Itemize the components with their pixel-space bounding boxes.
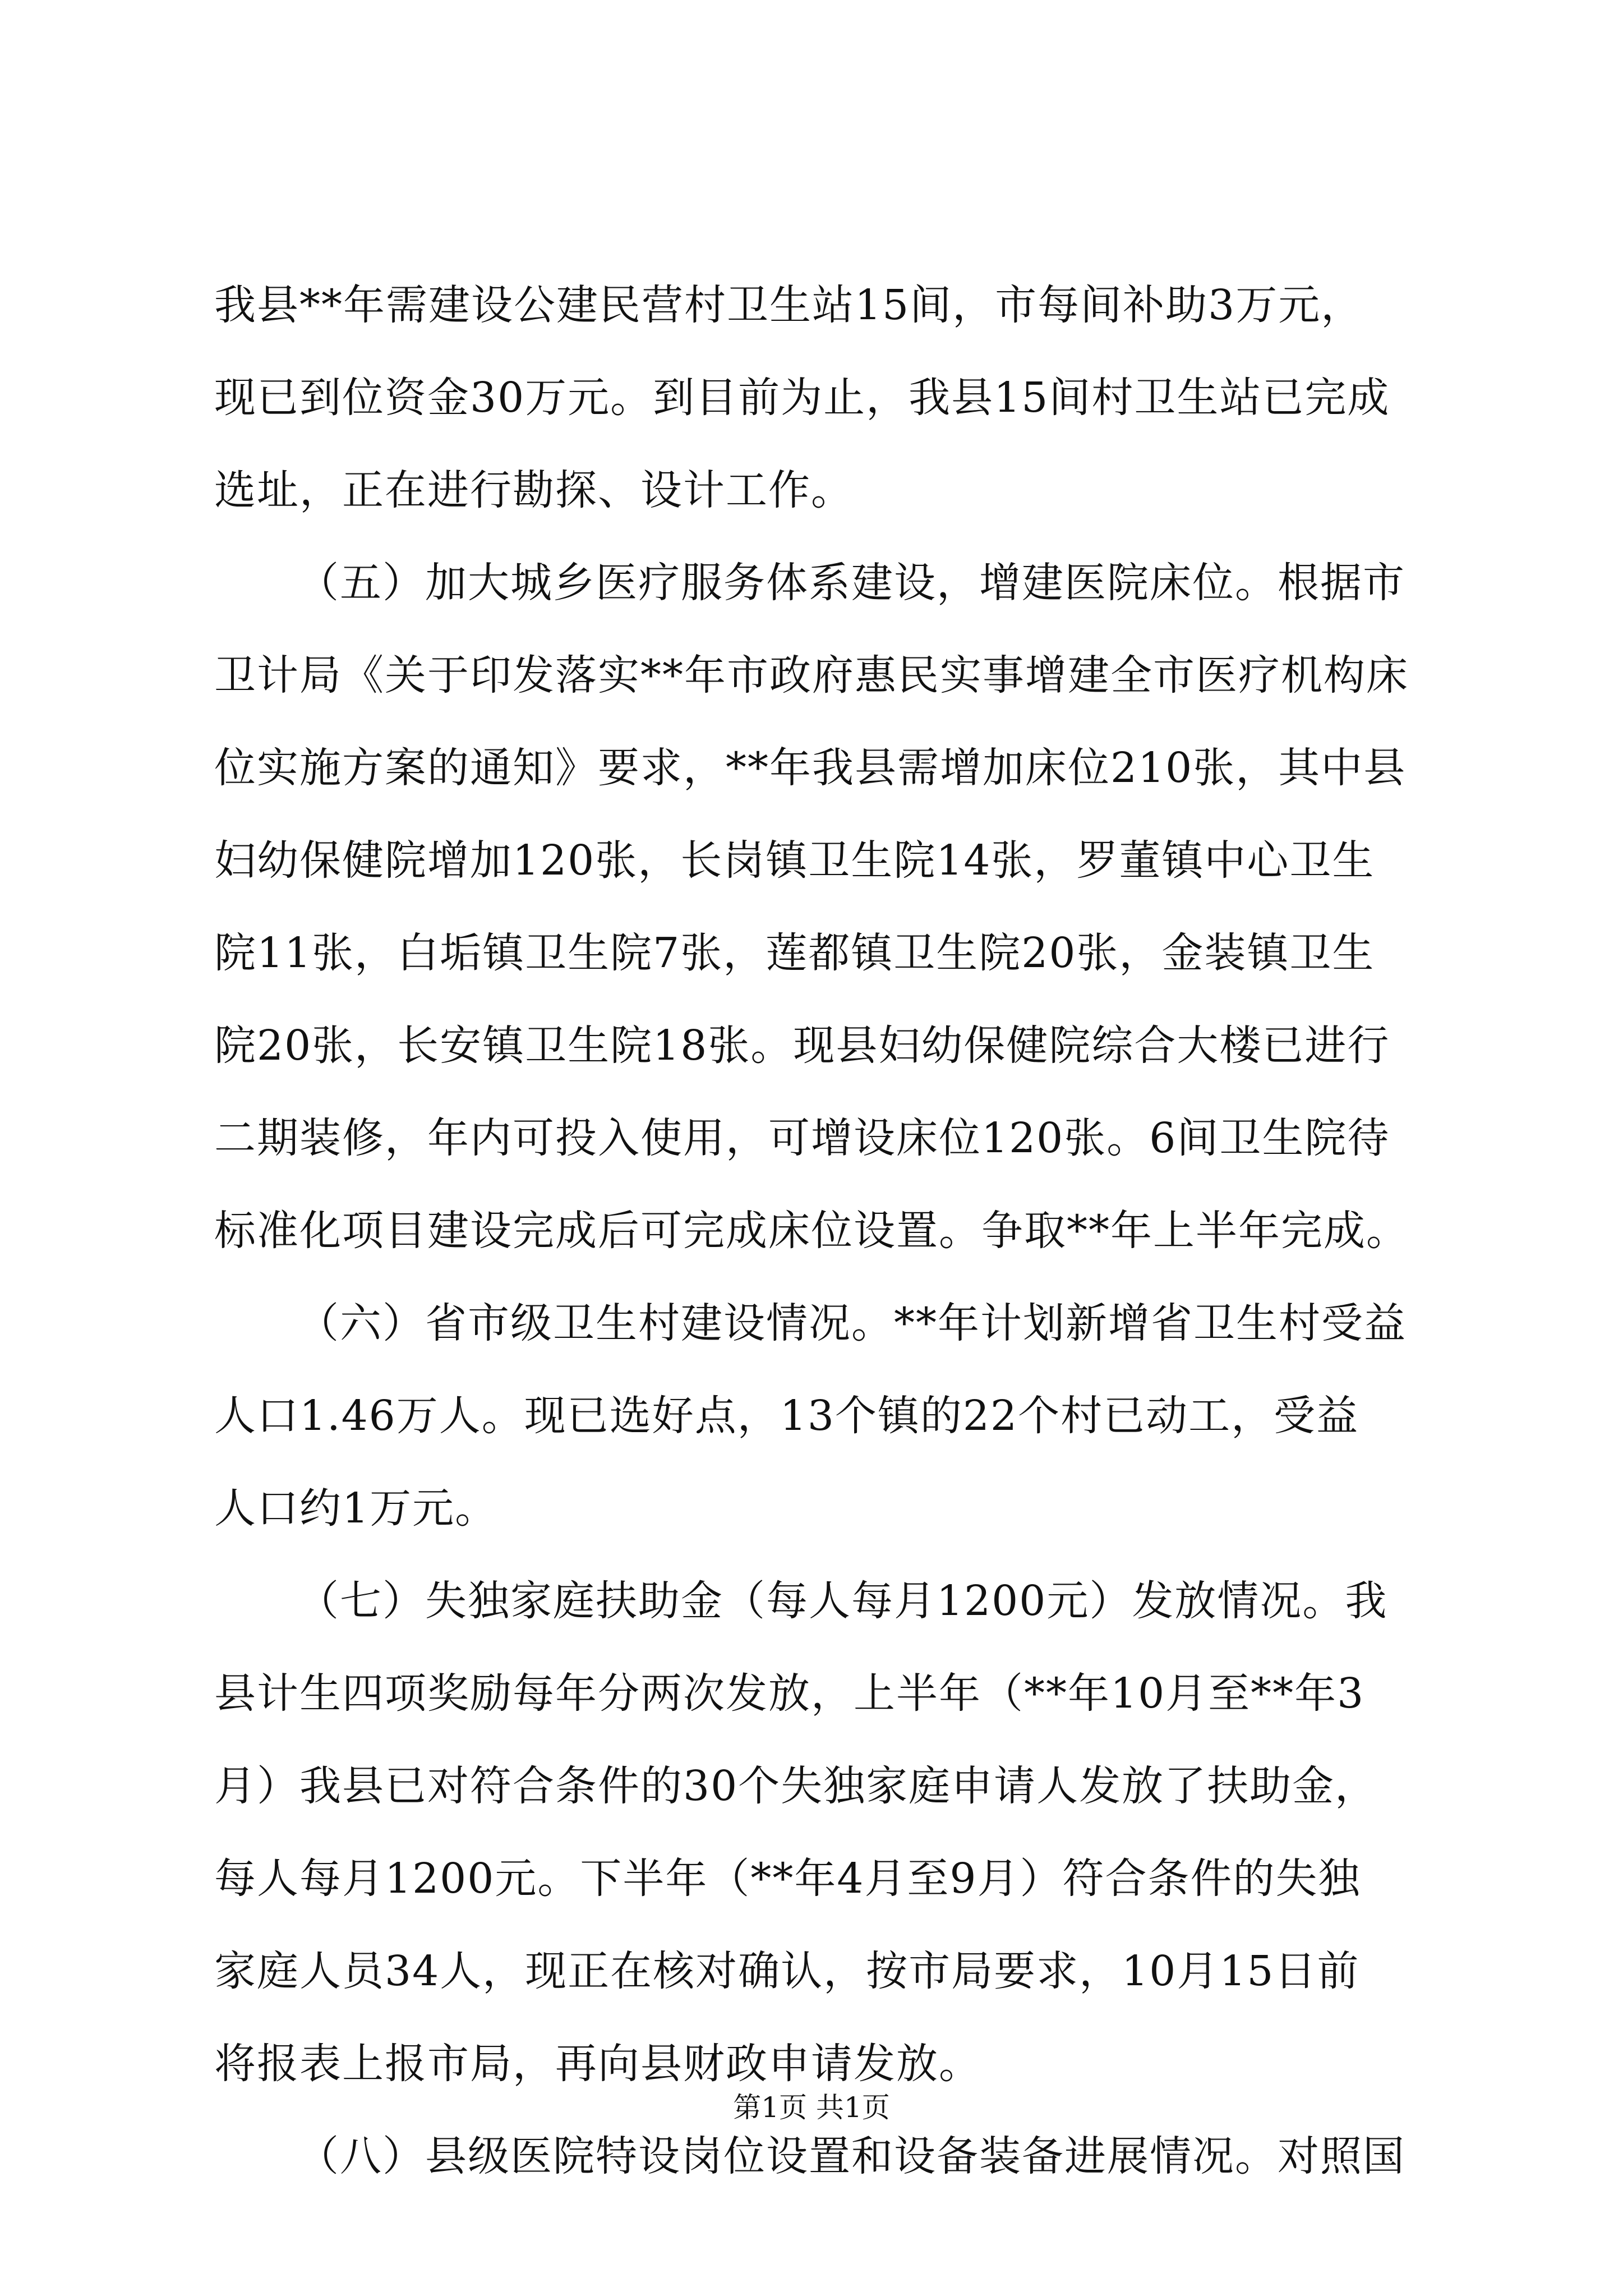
- text-line: 人口1.46万人。现已选好点，13个镇的22个村已动工，受益: [214, 1392, 1359, 1440]
- document-body: [214, 259, 1414, 2203]
- text-line: 我县**年需建设公建民营村卫生站15间，市每间补助3万元，: [214, 281, 1364, 329]
- text-line: 选址，正在进行勘探、设计工作。: [214, 466, 854, 514]
- text-line: （五）加大城乡医疗服务体系建设，增建医院床位。根据市: [297, 559, 1405, 607]
- text-line: 标准化项目建设完成后可完成床位设置。争取**年上半年完成。: [214, 1207, 1409, 1255]
- text-line: 位实施方案的通知》要求，**年我县需增加床位210张，其中县: [214, 744, 1407, 792]
- text-line: 卫计局《关于印发落实**年市政府惠民实事增建全市医疗机构床: [214, 651, 1409, 700]
- text-line: 院11张，白垢镇卫生院7张，莲都镇卫生院20张，金装镇卫生: [214, 929, 1375, 977]
- text-line: 人口约1万元。: [214, 1484, 498, 1533]
- paragraph-hospital-beds: [214, 537, 1414, 1277]
- text-line: 每人每月1200元。下半年（**年4月至9月）符合条件的失独: [214, 1855, 1361, 1903]
- text-line: 二期装修，年内可投入使用，可增设床位120张。6间卫生院待: [214, 1114, 1390, 1162]
- text-line: 妇幼保健院增加120张，长岗镇卫生院14张，罗董镇中心卫生: [214, 836, 1375, 885]
- text-line: （七）失独家庭扶助金（每人每月1200元）发放情况。我: [297, 1577, 1388, 1625]
- text-line: 月）我县已对符合条件的30个失独家庭申请人发放了扶助金，: [214, 1762, 1378, 1810]
- text-line: 家庭人员34人，现正在核对确认，按市局要求，10月15日前: [214, 1947, 1360, 1995]
- text-line: （八）县级医院特设岗位设置和设备装备进展情况。对照国: [297, 2132, 1405, 2180]
- text-line: 院20张，长安镇卫生院18张。现县妇幼保健院综合大楼已进行: [214, 1022, 1390, 1070]
- paragraph-health-villages: [214, 1277, 1414, 1555]
- paragraph-village-clinics: [214, 259, 1414, 537]
- text-line: （六）省市级卫生村建设情况。**年计划新增省卫生村受益: [297, 1299, 1407, 1347]
- paragraph-family-subsidy: [214, 1555, 1414, 2110]
- text-line: 现已到位资金30万元。到目前为止，我县15间村卫生站已完成: [214, 374, 1390, 422]
- page-number-footer: 第1页 共1页: [733, 2091, 890, 2124]
- text-line: 县计生四项奖励每年分两次发放，上半年（**年10月至**年3: [214, 1669, 1365, 1718]
- text-line: 将报表上报市局，再向县财政申请发放。: [214, 2040, 981, 2088]
